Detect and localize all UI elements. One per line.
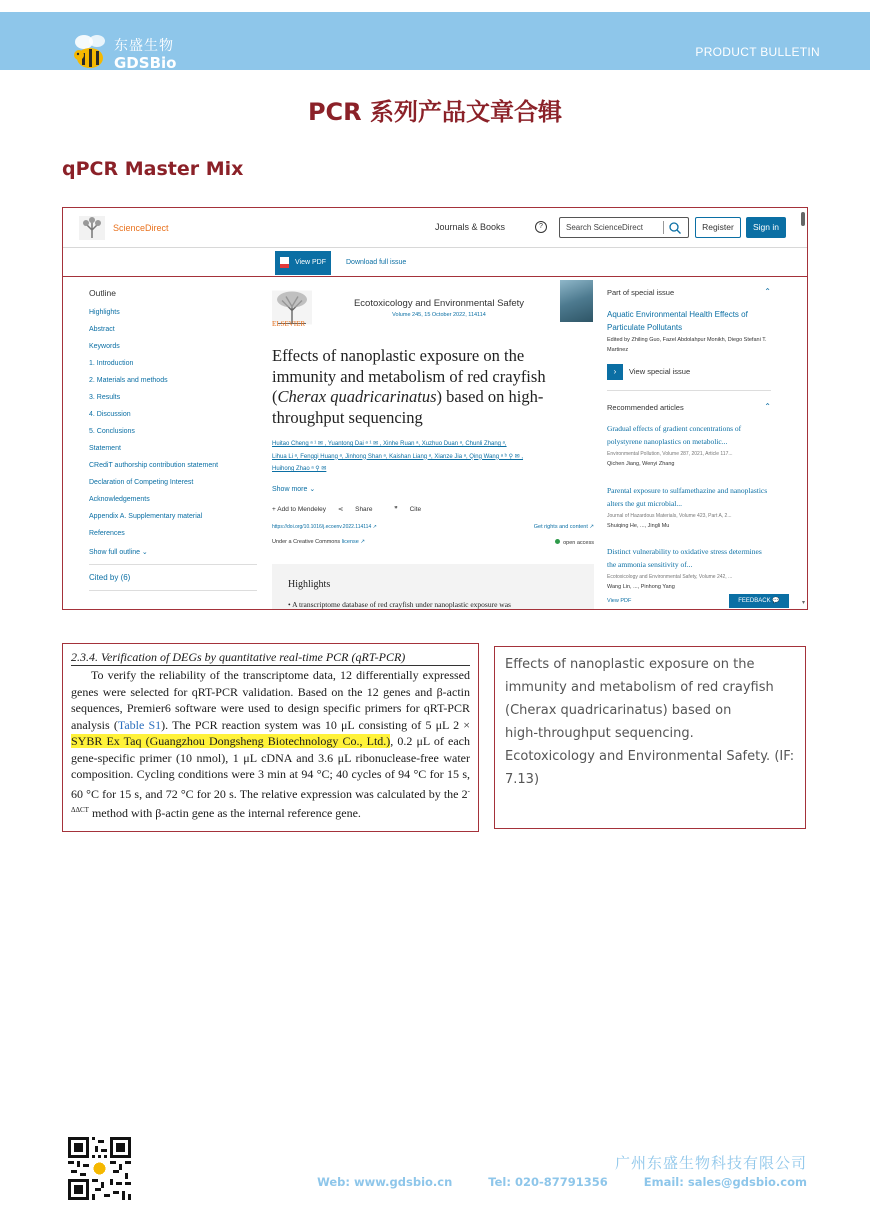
recommended-article-authors: Wang Lin, ..., Pinhong Yang [607,584,675,590]
open-access-label: open access [563,540,594,546]
methods-excerpt [62,643,479,832]
search-placeholder: Search ScienceDirect [566,223,643,232]
recommended-article-meta: Journal of Hazardous Materials, Volume 423, Part A, 2... [607,513,732,519]
cite-label: Cite [409,506,422,513]
outline-item[interactable]: 2. Materials and methods [89,377,168,384]
scrollbar-thumb[interactable] [801,212,805,226]
outline-item[interactable]: 3. Results [89,394,121,401]
outline-item[interactable]: 5. Conclusions [89,428,135,435]
title-line: immunity and metabolism of red crayfish [272,366,546,386]
footer-email[interactable]: Email: sales@gdsbio.com [643,1175,807,1189]
show-full-outline-link[interactable]: Show full outline ⌄ [89,549,148,556]
pdf-icon [280,257,289,268]
section-heading: qPCR Master Mix [62,158,244,180]
show-more-button[interactable]: Show more ⌄ [272,486,316,493]
feedback-button[interactable]: FEEDBACK 💬 [729,594,789,608]
excerpt-text: method with β-actin gene as the internal reference gene. [88,806,361,820]
header-bar [0,12,870,70]
author-line[interactable]: Lihua Li ᵃ, Fengqi Huang ᵃ, Jinhong Shan ᵃ, Kaishan Liang ᵃ, Xianze Jia ᵃ, Qing Wang ᵃ ᵇ ⚲ ✉ , [272,453,524,460]
page-title: PCR 系列产品文章合辑 [307,98,563,126]
recommended-label: Recommended articles [607,403,684,412]
search-divider [663,221,664,234]
license-link[interactable]: license ↗ [341,539,365,545]
recommended-article-authors: Shuiqing He, ..., Jingli Mu [607,523,670,529]
brand-cn: 东盛生物 [114,38,174,54]
citation-line: Ecotoxicology and Environmental Safety. (IF: [505,749,795,764]
outline-item[interactable]: 1. Introduction [89,360,134,367]
recommended-article-title[interactable]: Distinct vulnerability to oxidative stress determines the ammonia sensitivity of... [607,547,762,569]
sign-in-button[interactable]: Sign in [746,217,786,238]
share-label: Share [355,506,373,513]
share-icon: ⋖ [337,506,346,513]
special-issue-editors: Edited by Zhiling Guo, Fazel Abdolahpur Monikh, Diego Stefani T. Martinez [607,337,767,353]
brand-en: GDSBio [114,54,177,72]
footer-company: 广州东盛生物科技有限公司 [614,1154,807,1172]
sciencedirect-screenshot [62,207,808,610]
view-pdf-button[interactable] [275,251,331,275]
panel-divider [607,390,771,391]
citation-line: Effects of nanoplastic exposure on the [505,657,755,672]
view-special-issue-label: View special issue [629,366,691,376]
open-access-badge [555,539,594,546]
article-title: Effects of nanoplastic exposure on the immunity and metabolism of red crayfish (Cherax quadricarinatus) based on high- throughput sequencing [272,346,546,427]
outline-item[interactable]: Highlights [89,309,120,316]
citation-line: high-throughput sequencing. [505,726,694,741]
outline-item[interactable]: References [89,530,125,537]
special-issue-title[interactable]: Aquatic Environmental Health Effects of Particulate Pollutants [607,310,748,332]
open-access-icon [555,539,560,544]
quote-icon: ❞ [394,506,400,513]
footer-contact [285,1175,807,1189]
cite-button[interactable] [394,506,431,513]
footer-tel: Tel: 020-87791356 [488,1175,608,1189]
journal-name[interactable]: Ecotoxicology and Environmental Safety [353,298,525,309]
view-pdf-label: View PDF [295,259,326,266]
outline-item[interactable]: Acknowledgements [89,496,150,503]
article-actions [272,505,441,513]
outline-item[interactable]: Appendix A. Supplementary material [89,513,203,520]
outline-item[interactable]: Declaration of Competing Interest [89,479,194,486]
highlighted-product: SYBR Ex Taq (Guangzhou Dongsheng Biotechnology Co., Ltd.) [71,734,391,748]
search-icon[interactable] [668,221,682,235]
collapse-chevron-icon[interactable]: ⌃ [764,402,771,411]
register-button[interactable]: Register [695,217,741,238]
bee-logo-icon [70,32,110,72]
recommended-article-authors: Qichen Jiang, Wenyi Zhang [607,461,675,467]
citation-line: 7.13) [505,772,540,787]
recommended-article-title[interactable]: Gradual effects of gradient concentrations of polystyrene nanoplastics on metabolic... [607,424,742,446]
excerpt-heading: 2.3.4. Verification of DEGs by quantitative real-time PCR (qRT-PCR) [71,650,470,666]
author-line[interactable]: Huitao Cheng ᵃ ¹ ✉ , Yuantong Dai ᵃ ¹ ✉ , Xinhe Ruan ᵃ, Xuzhuo Duan ᵃ, Chunli Zhang ᵃ, [272,441,507,447]
doi-link[interactable]: https://doi.org/10.1016/j.ecoenv.2022.114114 ↗ [272,524,377,530]
title-line: Effects of nanoplastic exposure on the [272,346,525,365]
outline-item[interactable]: Statement [89,445,121,452]
outline-item[interactable]: 4. Discussion [89,411,131,418]
gdsbio-logo [70,32,220,74]
author-line[interactable]: Huihong Zhao ᵃ ⚲ ✉ [272,466,327,472]
cited-by-link[interactable]: Cited by (6) [89,573,131,582]
bulletin-label: PRODUCT BULLETIN [695,45,820,59]
table-reference-link[interactable]: Table S1 [117,717,162,732]
author-list[interactable] [272,438,594,476]
journal-cover-image[interactable] [560,280,593,322]
outline-item[interactable]: Abstract [89,326,115,333]
footer-web[interactable]: Web: www.gdsbio.cn [317,1175,453,1189]
share-button[interactable] [338,506,383,513]
highlights-title: Highlights [288,579,331,590]
outline-divider [89,564,257,565]
citation-line: (Cherax quadricarinatus) based on [505,703,732,718]
journals-books-link[interactable]: Journals & Books [435,222,506,232]
elsevier-tree-icon [79,216,105,240]
view-special-issue-button[interactable] [607,364,690,380]
search-input[interactable] [559,217,689,238]
excerpt-body [71,667,470,822]
title-line: throughput sequencing [272,407,423,427]
download-full-issue-link[interactable]: Download full issue [346,259,407,266]
citation-line: immunity and metabolism of red crayfish [505,680,774,695]
title-line: ) based on high- [436,387,544,406]
qr-code-icon [68,1137,131,1200]
collapse-chevron-icon[interactable]: ⌃ [764,287,771,296]
outline-item[interactable]: CRediT authorship contribution statement [89,462,219,469]
excerpt-text: To verify the reliability of the transcriptome data, 12 differentially expressed genes were selected for qRT-PCR validation. Based on the 12 genes and β-actin sequences, Premier6 software were used to design specific primers for qRT-PCR analysis ( [71,668,470,732]
rights-link[interactable]: Get rights and content ↗ [533,524,594,530]
recommended-article-meta: Ecotoxicology and Environmental Safety, Volume 242, ... [607,574,733,580]
excerpt-superscript: -ΔΔCT [71,786,470,814]
journal-volume[interactable]: Volume 245, 15 October 2022, 114114 [392,312,486,318]
outline-divider [89,590,257,591]
citation-description [494,646,806,829]
recommended-view-pdf-link[interactable]: View PDF [607,598,632,604]
recommended-article-meta: Environmental Pollution, Volume 287, 2021, Article 117... [607,451,733,457]
license-note [272,539,365,545]
outline-title: Outline [89,288,116,298]
title-species: Cherax quadricarinatus [277,387,437,406]
excerpt-text: , 0.2 μL of each gene-specific primer (10 nmol), 1 μL cDNA and 3.6 μL ribonuclease-free water composition. Cycling conditions were 3 min at 94 °C; 40 cycles of 94 °C for 15 s, 60 °C for 15 s, and 72 °C for 20 s. The relative expression was calculated by the 2 [71,734,470,801]
highlights-box [272,564,594,610]
special-issue-label: Part of special issue [607,288,675,297]
license-prefix: Under a Creative Commons [272,539,342,545]
recommended-article-title[interactable]: Parental exposure to sulfamethazine and nanoplastics alters the gut microbial... [607,486,768,508]
elsevier-wordmark: ELSEVIER [272,320,306,328]
highlight-item: • A transcriptome database of red crayfish under nanoplastic exposure was [288,600,511,609]
outline-panel [89,288,259,591]
pdf-toolbar [63,249,807,277]
scroll-down-arrow-icon[interactable]: ▾ [801,600,805,606]
add-to-mendeley-button[interactable]: + Add to Mendeley [272,506,327,513]
help-icon[interactable]: ? [535,221,547,233]
outline-item[interactable]: Keywords [89,343,120,350]
sd-top-nav [63,208,807,248]
excerpt-text: ). The PCR reaction system was 10 μL consisting of 5 μL 2 × [161,717,471,732]
sd-brand[interactable]: ScienceDirect [113,223,169,233]
arrow-right-icon: › [607,364,623,380]
